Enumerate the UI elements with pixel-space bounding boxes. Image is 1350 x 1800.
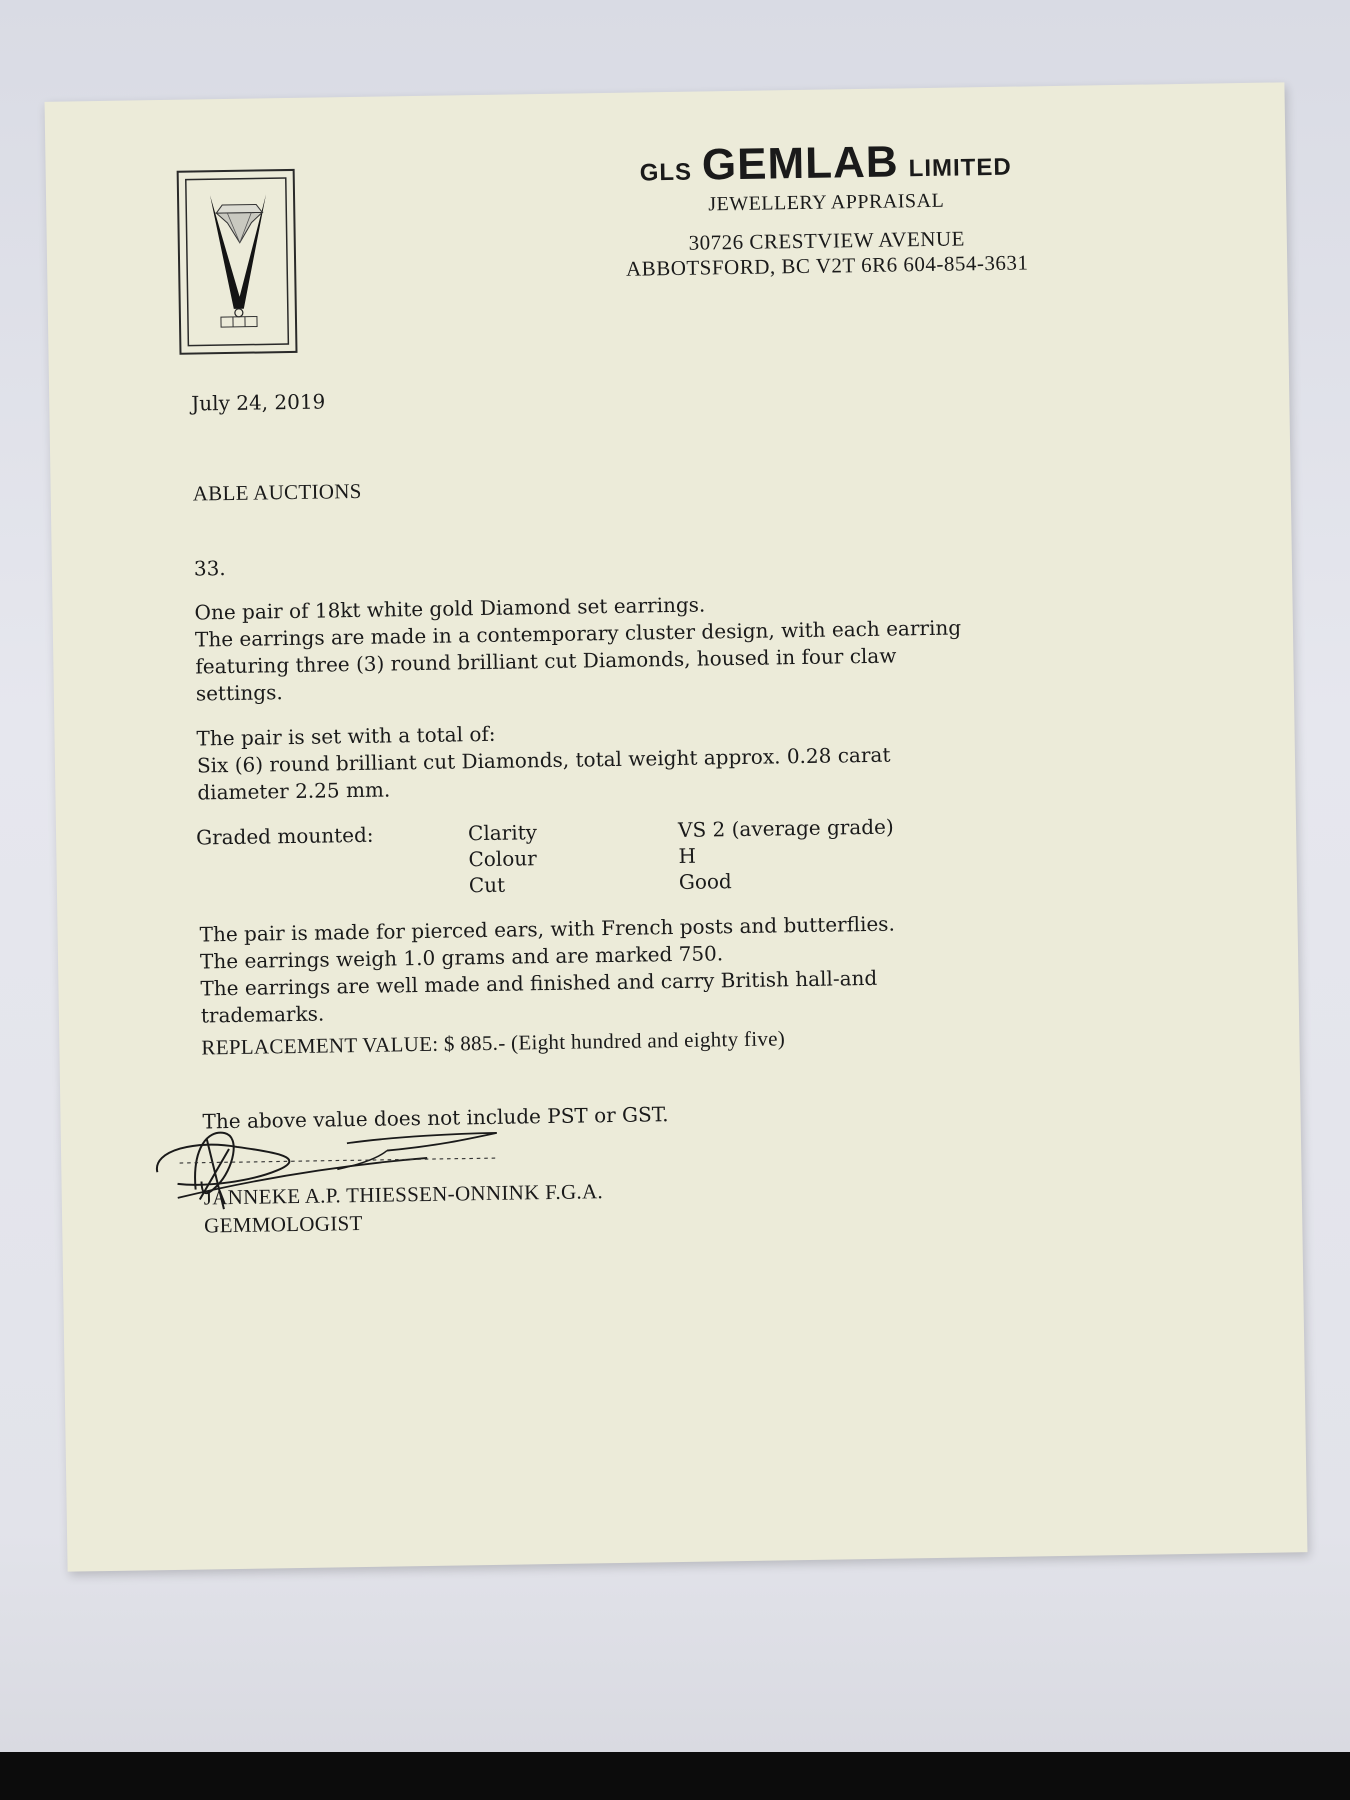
address-line-2: ABBOTSFORD, BC V2T 6R6 604-854-3631 (625, 250, 1029, 281)
stones-line: diameter 2.25 mm. (197, 777, 391, 805)
details-line: trademarks. (200, 1001, 325, 1028)
lot-number: 33. (193, 556, 226, 581)
details-line: The earrings are well made and finished and carry British hall-and (200, 965, 878, 1001)
address-line-1: 30726 CRESTVIEW AVENUE (688, 226, 966, 255)
bottom-edge-bar (0, 1752, 1350, 1800)
grading-value: Good (678, 869, 732, 894)
stones-paragraph (196, 715, 891, 807)
company-prefix: GLS (639, 158, 693, 187)
description-line: One pair of 18kt white gold Diamond set earrings. (194, 592, 706, 625)
grading-property: Colour (468, 846, 537, 872)
grading-label: Graded mounted: (195, 822, 374, 850)
tax-note: The above value does not include PST or GST. (202, 1102, 669, 1134)
description-line: The earrings are made in a contemporary cluster design, with each earring (194, 615, 962, 652)
company-suffix: LIMITED (908, 153, 1012, 183)
details-paragraph (199, 911, 896, 1030)
stones-line: The pair is set with a total of: (196, 721, 496, 751)
document-date: July 24, 2019 (191, 389, 326, 416)
company-name (565, 137, 1086, 189)
description-line: settings. (195, 680, 283, 706)
signature-line: ------------------------------------------- (177, 1149, 497, 1171)
grading-value: VS 2 (average grade) (677, 814, 894, 842)
recipient: ABLE AUCTIONS (192, 478, 362, 506)
stones-line: Six (6) round brilliant cut Diamonds, total weight approx. 0.28 carat (196, 742, 891, 778)
letterhead (565, 137, 1087, 282)
description-paragraph (194, 588, 962, 708)
grading-table (195, 814, 894, 904)
company-main-name: GEMLAB (701, 137, 899, 190)
grading-value: H (678, 843, 697, 868)
replacement-value: REPLACEMENT VALUE: $ 885.- (Eight hundred and eighty five) (201, 1026, 786, 1060)
details-line: The pair is made for pierced ears, with French posts and butterflies. (199, 911, 896, 947)
details-line: The earrings weigh 1.0 grams and are marked 750. (199, 941, 724, 974)
grading-property: Clarity (467, 820, 538, 846)
grading-property: Cut (468, 872, 506, 898)
signatory-title: GEMMOLOGIST (204, 1210, 363, 1238)
company-subtitle: JEWELLERY APPRAISAL (708, 189, 945, 216)
signatory-name: JANNEKE A.P. THIESSEN-ONNINK F.G.A. (203, 1179, 604, 1210)
description-line: featuring three (3) round brilliant cut Diamonds, housed in four claw (195, 643, 897, 679)
diamond-pendant-frame-icon (176, 168, 299, 356)
appraisal-document (45, 82, 1308, 1571)
